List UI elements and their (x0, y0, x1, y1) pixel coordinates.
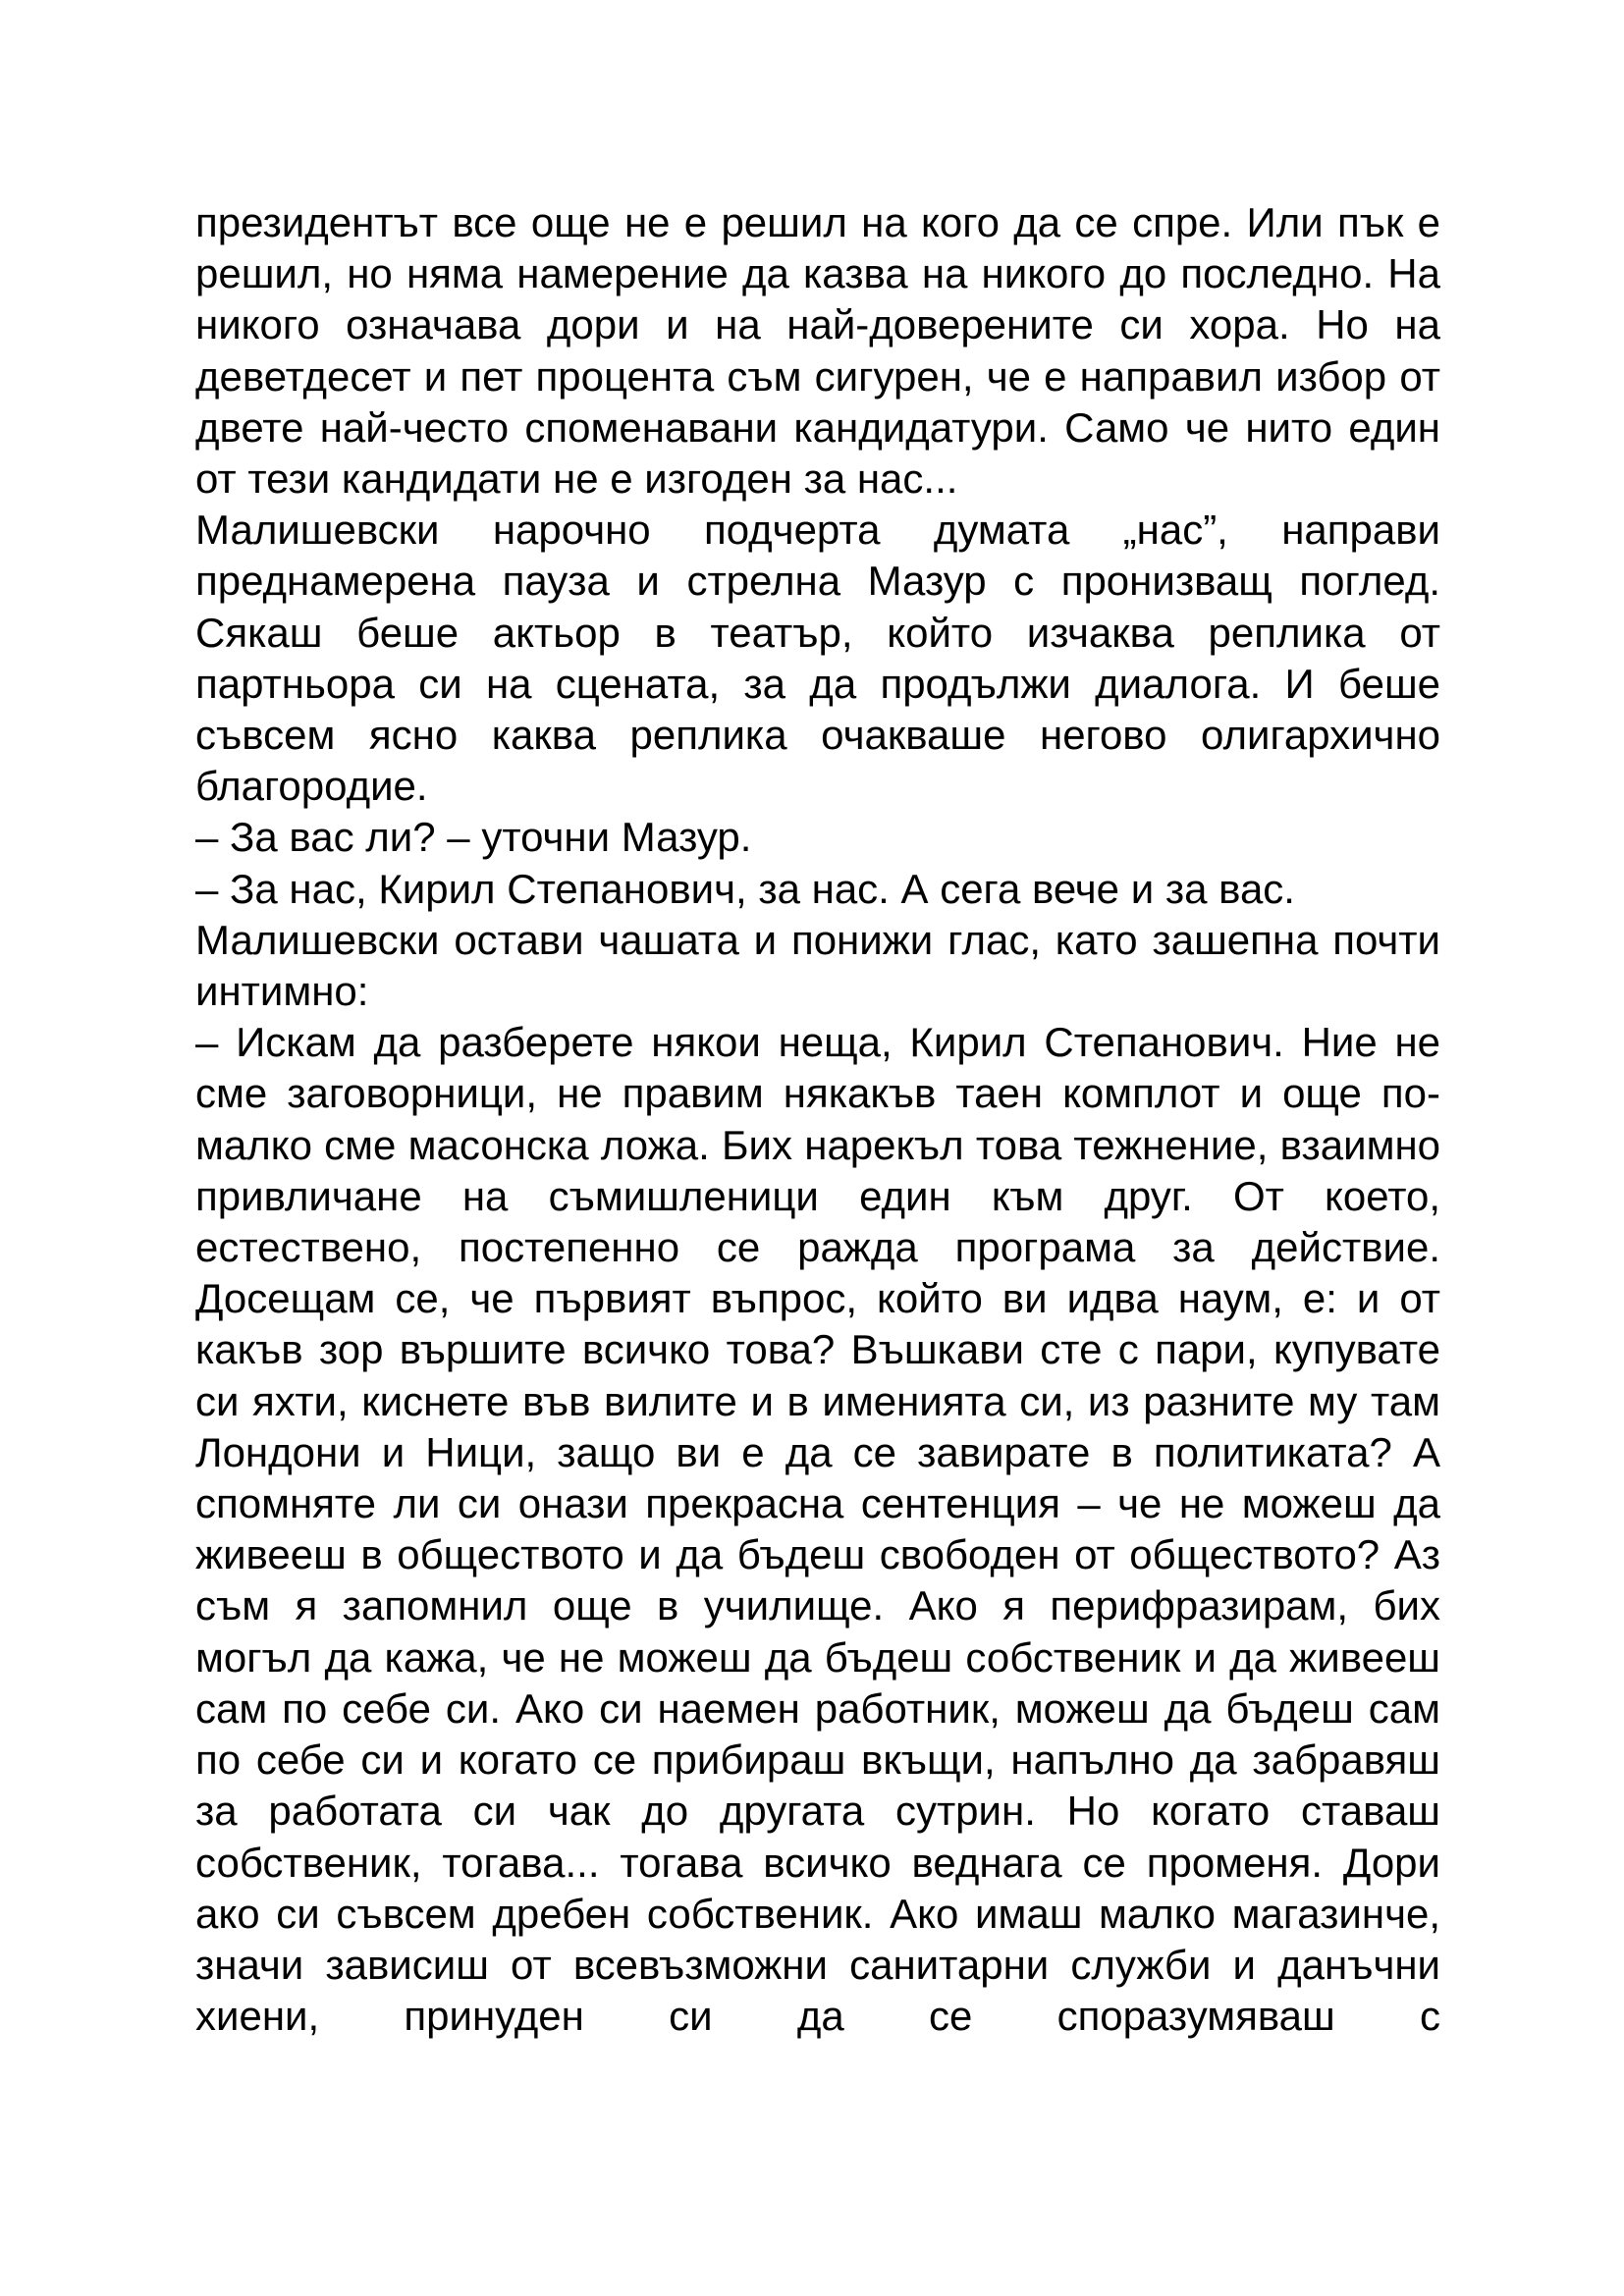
paragraph: Малишевски остави чашата и понижи глас, като зашепна почти интимно: (195, 916, 1440, 1015)
body-text (195, 197, 1440, 2042)
paragraph: президентът все още не е решил на кого да се спре. Или пък е решил, но няма намерение да казва на никого до последно. На никого означава дори и на най-доверените си хора. Но на деветдесет и пет процента съм сигурен, че е направил избор от двете най-често споменавани кандидатури. Само че нито един от тези кандидати не е изгоден за нас... (195, 199, 1440, 503)
paragraph: Малишевски нарочно подчерта думата „нас”, направи преднамерена пауза и стрелна Мазур с пронизващ поглед. Сякаш беше актьор в театър, който изчаква реплика от партньора си на сцената, за да продължи диалога. И беше съвсем ясно каква реплика очакваше негово олигархично благородие. (195, 507, 1440, 810)
dialogue-line: – За вас ли? – уточни Мазур. (195, 814, 752, 861)
dialogue-paragraph: – Искам да разберете някои неща, Кирил Степанович. Ние не сме заговорници, не правим някакъв таен комплот и още по-малко сме масонска ложа. Бих нарекъл това тежнение, взаимно привличане на съмишленици един към друг. От което, естествено, постепенно се ражда програма за действие. Досещам се, че първият въпрос, който ви идва наум, е: и от какъв зор вършите всичко това? Въшкави сте с пари, купувате си яхти, киснете във вилите и в именията си, из разните му там Лондони и Ници, защо ви е да се завирате в политиката? А спомняте ли си онази прекрасна сентенция – че не можеш да живееш в обществото и да бъдеш свободен от обществото? Аз съм я запомнил още в училище. Ако я перифразирам, бих могъл да кажа, че не можеш да бъдеш собственик и да живееш сам по себе си. Ако си наемен работник, можеш да бъдеш сам по себе си и когато се прибираш вкъщи, напълно да забравяш за работата си чак до другата сутрин. Но когато ставаш собственик, тогава... тогава всичко веднага се променя. Дори ако си съвсем дребен собственик. Ако имаш малко магазинче, значи зависиш от всевъзможни санитарни служби и данъчни хиени, принуден си да се споразумяваш с (195, 1019, 1440, 2040)
dialogue-line: – За нас, Кирил Степанович, за нас. А сега вече и за вас. (195, 865, 1295, 912)
